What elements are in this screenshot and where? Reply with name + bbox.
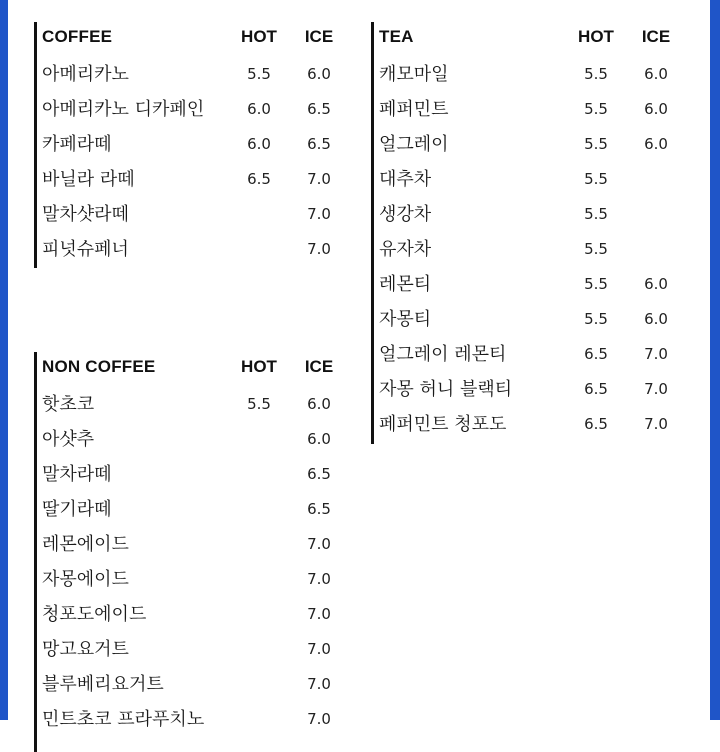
menu-item-name: 청포도에이드 <box>42 604 147 625</box>
hot-price: 6.0 <box>247 135 271 153</box>
ice-price: 7.0 <box>307 710 331 728</box>
hot-price <box>234 527 284 562</box>
hot-price: 5.5 <box>584 170 608 188</box>
menu-item-name: 망고요거트 <box>42 639 129 660</box>
menu-item-name: 민트초코 프라푸치노 <box>42 709 205 730</box>
menu-item-row <box>34 597 344 632</box>
ice-price <box>631 162 681 197</box>
hot-price: 5.5 <box>247 395 271 413</box>
menu-item-row <box>34 232 344 267</box>
right-blue-border <box>704 0 720 720</box>
non-coffee-section <box>34 352 344 752</box>
hot-price <box>234 197 284 232</box>
hot-price <box>234 457 284 492</box>
menu-item-row <box>371 127 681 162</box>
left-blue-border <box>0 0 14 720</box>
menu-item-row <box>34 632 344 667</box>
menu-item-name: 레몬티 <box>379 274 432 295</box>
ice-price <box>631 197 681 232</box>
hot-price: 6.5 <box>247 170 271 188</box>
menu-item-row <box>34 162 344 197</box>
ice-price: 6.5 <box>307 465 331 483</box>
ice-price: 6.0 <box>644 65 668 83</box>
ice-price: 6.0 <box>307 430 331 448</box>
hot-price <box>234 232 284 267</box>
menu-item-row <box>371 92 681 127</box>
ice-price: 6.0 <box>307 65 331 83</box>
hot-price <box>234 667 284 702</box>
hot-price: 6.0 <box>247 100 271 118</box>
hot-price <box>234 597 284 632</box>
hot-price: 6.5 <box>584 415 608 433</box>
ice-price: 7.0 <box>307 675 331 693</box>
ice-price: 6.5 <box>307 135 331 153</box>
ice-price: 7.0 <box>644 415 668 433</box>
ice-price <box>631 232 681 267</box>
menu-item-name: 얼그레이 <box>379 134 449 155</box>
ice-price: 6.0 <box>307 395 331 413</box>
menu-item-name: 카페라떼 <box>42 134 112 155</box>
right-blue-stripe <box>710 0 720 720</box>
menu-item-row <box>34 57 344 92</box>
menu-item-row <box>371 197 681 232</box>
ice-price: 6.0 <box>644 310 668 328</box>
menu-item-row <box>371 57 681 92</box>
menu-item-name: 자몽티 <box>379 309 432 330</box>
ice-price: 7.0 <box>307 640 331 658</box>
tea-hot-header: HOT <box>578 27 614 46</box>
menu-item-row <box>34 667 344 702</box>
ice-price: 6.5 <box>307 500 331 518</box>
hot-price <box>234 422 284 457</box>
ice-price: 7.0 <box>307 535 331 553</box>
menu-item-row <box>371 372 681 407</box>
menu-item-row <box>34 527 344 562</box>
menu-item-name: 얼그레이 레몬티 <box>379 344 507 365</box>
menu-item-row <box>34 492 344 527</box>
menu-item-name: 자몽 허니 블랙티 <box>379 379 513 400</box>
menu-item-name: 피넛슈페너 <box>42 239 129 260</box>
menu-item-name: 핫초코 <box>42 394 95 415</box>
menu-item-row <box>34 197 344 232</box>
menu-item-row <box>371 302 681 337</box>
menu-item-name: 페퍼민트 청포도 <box>379 414 507 435</box>
tea-section <box>371 22 681 444</box>
ice-price: 7.0 <box>307 170 331 188</box>
menu-item-row <box>34 127 344 162</box>
menu-item-name: 자몽에이드 <box>42 569 129 590</box>
ice-price: 7.0 <box>644 380 668 398</box>
menu-item-name: 캐모마일 <box>379 64 449 85</box>
hot-price <box>234 562 284 597</box>
menu-item-name: 레몬에이드 <box>42 534 129 555</box>
hot-price: 5.5 <box>584 205 608 223</box>
hot-price: 5.5 <box>584 275 608 293</box>
menu-item-name: 말차샷라떼 <box>42 204 129 225</box>
hot-price: 5.5 <box>247 65 271 83</box>
hot-price: 5.5 <box>584 65 608 83</box>
coffee-hot-header: HOT <box>241 27 277 46</box>
hot-price: 5.5 <box>584 310 608 328</box>
tea-ice-header: ICE <box>641 27 671 46</box>
ice-price: 7.0 <box>307 570 331 588</box>
non-coffee-ice-header: ICE <box>304 357 334 376</box>
menu-item-name: 아샷추 <box>42 429 95 450</box>
ice-price: 7.0 <box>307 240 331 258</box>
coffee-section <box>34 22 344 268</box>
menu-item-name: 아메리카노 <box>42 64 129 85</box>
hot-price: 5.5 <box>584 135 608 153</box>
hot-price: 5.5 <box>584 240 608 258</box>
menu-item-row <box>371 162 681 197</box>
menu-item-row <box>371 267 681 302</box>
menu-item-row <box>34 562 344 597</box>
hot-price: 6.5 <box>584 380 608 398</box>
ice-price: 7.0 <box>307 605 331 623</box>
ice-price: 6.0 <box>644 135 668 153</box>
menu-item-row <box>34 92 344 127</box>
menu-item-name: 페퍼민트 <box>379 99 449 120</box>
menu-item-row <box>34 387 344 422</box>
hot-price <box>234 492 284 527</box>
ice-price: 7.0 <box>644 345 668 363</box>
non-coffee-section-title: NON COFFEE <box>42 357 156 376</box>
ice-price: 6.5 <box>307 100 331 118</box>
menu-item-row <box>371 407 681 442</box>
coffee-section-title: COFFEE <box>42 27 113 46</box>
hot-price <box>234 632 284 667</box>
menu-item-name: 유자차 <box>379 239 432 260</box>
non-coffee-hot-header: HOT <box>241 357 277 376</box>
menu-item-name: 대추차 <box>379 169 432 190</box>
menu-item-name: 생강차 <box>379 204 432 225</box>
menu-item-name: 말차라떼 <box>42 464 112 485</box>
hot-price: 5.5 <box>584 100 608 118</box>
menu-item-row <box>34 422 344 457</box>
menu-item-row <box>371 337 681 372</box>
menu-item-name: 바닐라 라떼 <box>42 169 135 190</box>
menu-item-name: 딸기라떼 <box>42 499 112 520</box>
left-blue-stripe <box>0 0 8 720</box>
ice-price: 6.0 <box>644 100 668 118</box>
coffee-ice-header: ICE <box>304 27 334 46</box>
hot-price: 6.5 <box>584 345 608 363</box>
tea-section-title: TEA <box>379 27 414 46</box>
ice-price: 6.0 <box>644 275 668 293</box>
menu-item-name: 블루베리요거트 <box>42 674 164 695</box>
menu-item-name: 아메리카노 디카페인 <box>42 99 205 120</box>
menu-item-row <box>34 457 344 492</box>
ice-price: 7.0 <box>307 205 331 223</box>
menu-item-row <box>371 232 681 267</box>
